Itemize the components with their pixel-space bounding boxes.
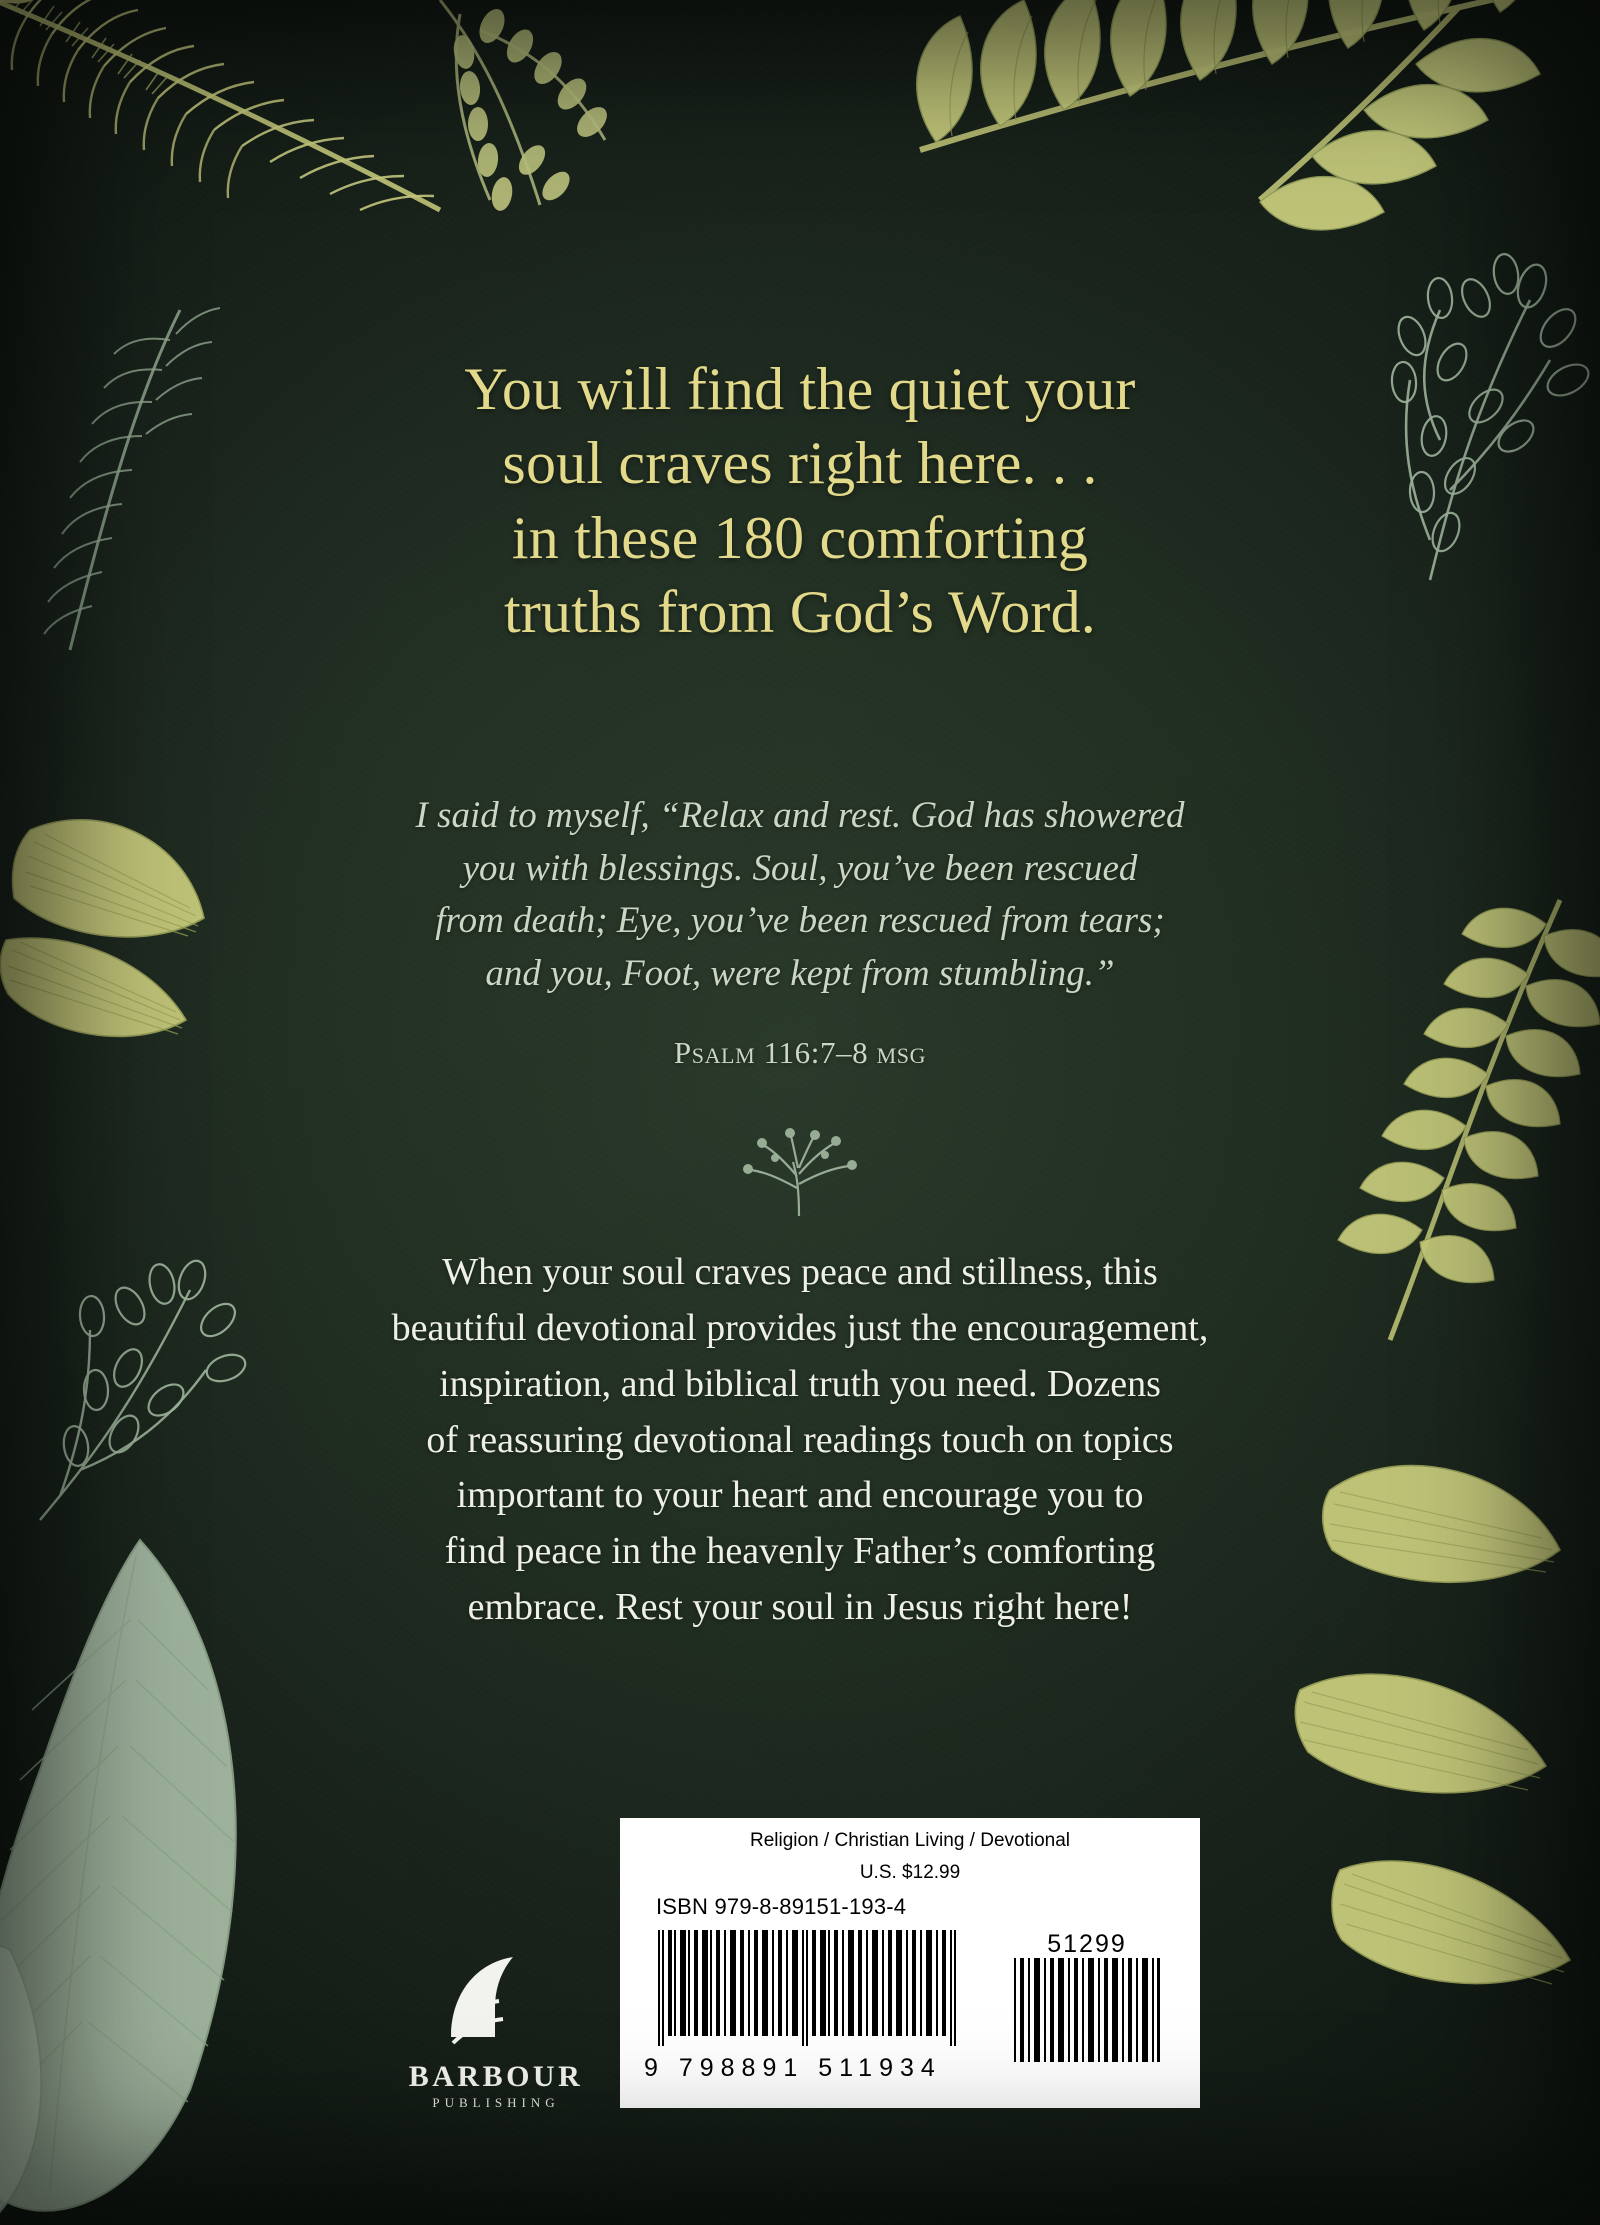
ean13-digits: 9 798891 511934 <box>644 2054 942 2082</box>
headline-line-2: soul craves right here. . . <box>502 430 1098 497</box>
back-cover-description <box>230 1245 1370 1636</box>
addon-digits: 51299 <box>1047 1930 1127 1958</box>
ean13-barcode <box>656 1930 956 2050</box>
blurb-line-6: find peace in the heavenly Father’s comforting <box>444 1530 1156 1573</box>
publisher-name: BARBOUR <box>408 2060 584 2093</box>
isbn-label: ISBN 979-8-89151-193-4 <box>656 1894 907 1919</box>
blurb-line-7: embrace. Rest your soul in Jesus right here! <box>467 1586 1133 1629</box>
price-addon-barcode <box>1012 1958 1162 2066</box>
verse-line-4: and you, Foot, were kept from stumbling.” <box>485 952 1115 994</box>
scripture-quote <box>240 790 1360 1000</box>
blurb-line-3: inspiration, and biblical truth you need. Dozens <box>439 1362 1161 1405</box>
headline-line-1: You will find the quiet your <box>464 356 1136 422</box>
bisac-category: Religion / Christian Living / Devotional <box>750 1830 1070 1851</box>
blurb-line-4: of reassuring devotional readings touch on topics <box>426 1418 1174 1461</box>
open-book-icon <box>386 1955 606 2052</box>
blurb-line-2: beautiful devotional provides just the encouragement, <box>391 1306 1209 1349</box>
scripture-reference: Psalm 116:7–8 msg <box>673 1035 927 1070</box>
headline-line-4: truths from God’s Word. <box>504 579 1096 646</box>
headline <box>0 352 1600 650</box>
blurb-line-1: When your soul craves peace and stillness, this <box>442 1251 1158 1293</box>
verse-line-1: I said to myself, “Relax and rest. God has showered <box>415 795 1185 836</box>
barcode-block <box>620 1818 1200 2108</box>
publisher-logo <box>386 1955 606 2112</box>
publisher-subtitle: PUBLISHING <box>432 2095 560 2110</box>
verse-line-2: you with blessings. Soul, you’ve been rescued <box>462 847 1138 889</box>
verse-line-3: from death; Eye, you’ve been rescued from tears; <box>435 900 1165 942</box>
headline-line-3: in these 180 comforting <box>511 504 1089 571</box>
price-label: U.S. $12.99 <box>859 1862 961 1883</box>
blurb-line-5: important to your heart and encourage you to <box>456 1474 1144 1517</box>
sprig-divider-icon <box>735 1128 865 1218</box>
